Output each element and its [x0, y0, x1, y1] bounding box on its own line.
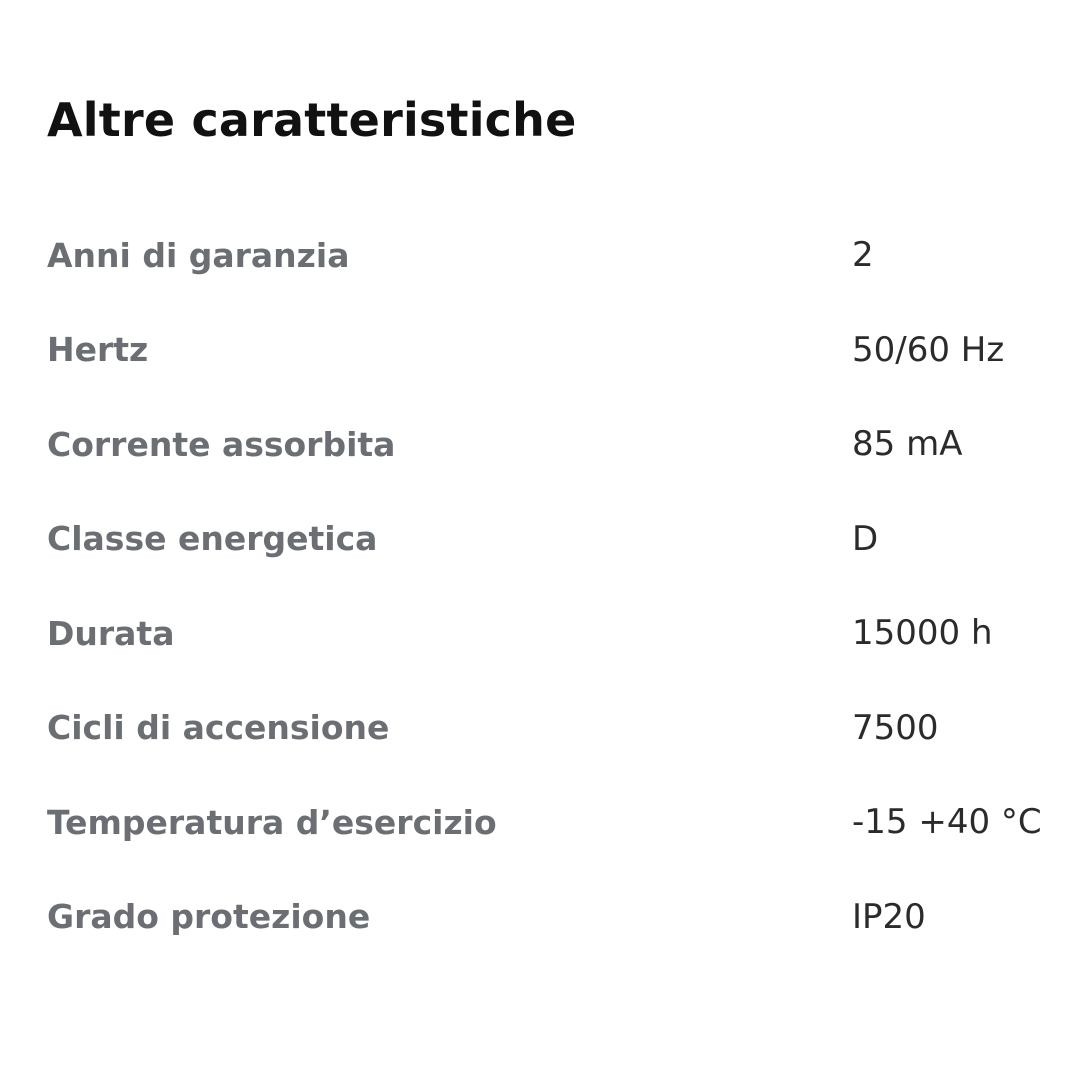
spec-value: IP20: [852, 896, 926, 937]
spec-row-protection-grade: [47, 870, 1047, 965]
spec-row-energy-class: [47, 492, 1047, 587]
spec-row-switch-cycles: [47, 681, 1047, 776]
spec-value: 85 mA: [852, 424, 963, 465]
spec-row-current: [47, 397, 1047, 492]
section-title: Altre caratteristiche: [47, 93, 577, 147]
spec-label: Cicli di accensione: [47, 708, 390, 748]
spec-row-operating-temperature: [47, 775, 1047, 870]
spec-label: Durata: [47, 613, 175, 653]
spec-row-lifetime: [47, 586, 1047, 681]
spec-value: 50/60 Hz: [852, 329, 1005, 370]
spec-value: 7500: [852, 707, 939, 748]
spec-row-warranty: [47, 208, 1047, 303]
spec-label: Hertz: [47, 330, 149, 370]
spec-row-hertz: [47, 303, 1047, 398]
spec-label: Corrente assorbita: [47, 424, 396, 464]
spec-label: Grado protezione: [47, 897, 371, 937]
spec-value: 15000 h: [852, 613, 993, 654]
spec-value: D: [852, 518, 879, 559]
spec-label: Classe energetica: [47, 519, 378, 559]
spec-value: -15 +40 °C: [852, 802, 1042, 843]
spec-label: Temperatura d’esercizio: [47, 802, 497, 842]
spec-label: Anni di garanzia: [47, 235, 350, 275]
spec-list: [47, 208, 1047, 964]
specs-section: [47, 88, 1047, 964]
spec-value: 2: [852, 235, 874, 276]
